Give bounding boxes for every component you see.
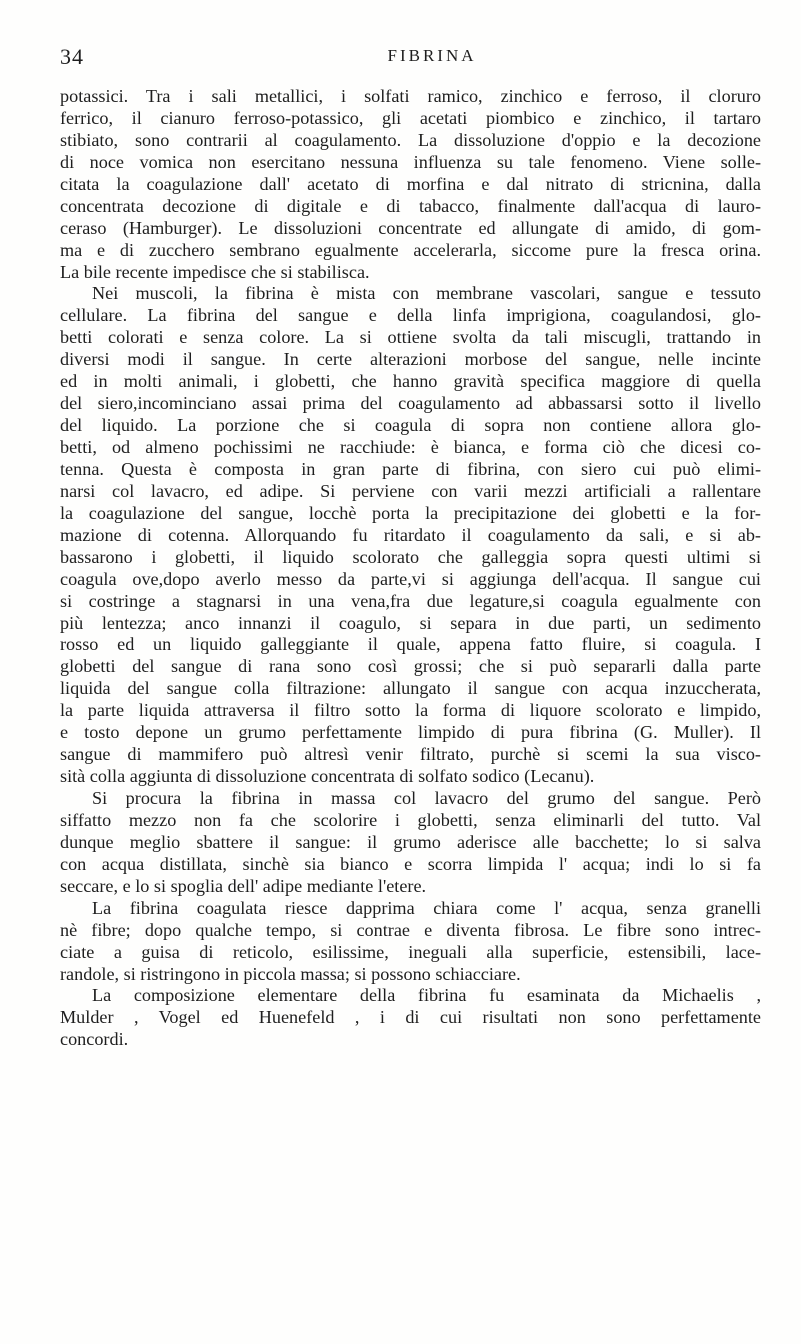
- text-line: La bile recente impedisce che si stabilisca.: [60, 261, 370, 282]
- text-line: sangue di mammifero può altresì venir filtrato, purchè si scemi la sua visco-: [60, 744, 761, 765]
- text-line: Si procura la fibrina in massa col lavacro del grumo del sangue. Però: [92, 788, 761, 808]
- running-title: FIBRINA: [387, 46, 477, 65]
- text-line: citata la coagulazione dall' acetato di morfina e dal nitrato di stricnina, dalla: [60, 173, 761, 194]
- text-line: cellulare. La fibrina del sangue e della linfa imprigiona, coagulandosi, glo-: [60, 305, 761, 326]
- text-line: rosso ed un liquido galleggiante il quale, appena fatto fluire, si coagula. I: [60, 634, 761, 655]
- text-line: globetti del sangue di rana sono così grossi; che si può separarli dalla parte: [60, 656, 761, 677]
- text-line: mazione di cotenna. Allorquando fu ritardato il coagulamento da sali, e si ab-: [60, 524, 761, 545]
- text-line: Mulder , Vogel ed Huenefeld , i di cui risultati non sono perfettamente: [60, 1007, 761, 1028]
- text-line: del siero,incominciano assai prima del coagulamento ad abbassarsi sotto il livello: [60, 393, 761, 414]
- text-line: la parte liquida attraversa il filtro sotto la forma di liquore scolorato e limpido,: [60, 700, 761, 721]
- text-line: La fibrina coagulata riesce dapprima chiara come l' acqua, senza granelli: [92, 897, 761, 918]
- running-head: [60, 44, 760, 70]
- text-line: narsi col lavacro, ed adipe. Si perviene con varii mezzi artificiali a rallentare: [60, 480, 761, 501]
- text-line: betti colorati e senza colore. La si ottiene svolta da tali miscugli, trattando in: [60, 327, 761, 348]
- text-line: coagula ove,dopo averlo messo da parte,vi si aggiunga dell'acqua. Il sangue cui: [60, 568, 761, 589]
- text-line: seccare, e lo si spoglia dell' adipe mediante l'etere.: [60, 875, 427, 896]
- text-line: ed in molti animali, i globetti, che hanno gravità specifica maggiore di quella: [60, 371, 761, 392]
- text-line: di noce vomica non esercitano nessuna influenza su tale fenomeno. Viene solle-: [60, 151, 761, 172]
- text-line: più lentezza; anco innanzi il coagulo, si separa in due parti, un sedimento: [60, 612, 761, 633]
- text-line: betti, od almeno pochissimi ne racchiude: è bianca, e forma ciò che dicesi co-: [60, 437, 761, 457]
- text-line: con acqua distillata, sinchè sia bianco e scorra limpida l' acqua; indi lo si fa: [60, 853, 761, 874]
- text-line: ferrico, il cianuro ferroso-potassico, gli acetati piombico e zinchico, il tartaro: [60, 107, 761, 128]
- text-line: diversi modi il sangue. In certe alterazioni morbose del sangue, nelle incinte: [60, 349, 761, 370]
- text-line: concentrata decozione di digitale e di tabacco, finalmente dall'acqua di lauro-: [60, 195, 761, 216]
- text-line: potassici. Tra i sali metallici, i solfati ramico, zinchico e ferroso, il cloruro: [60, 86, 761, 106]
- text-line: ceraso (Hamburger). Le dissoluzioni concentrate ed allungate di amido, di gom-: [60, 217, 761, 238]
- text-line: dunque meglio sbattere il sangue: il grumo aderisce alle bacchette; lo si salva: [60, 831, 761, 852]
- text-line: si costringe a stagnarsi in una vena,fra due legature,si coagula egualmente con: [60, 590, 761, 611]
- text-line: la coagulazione del sangue, locchè porta la precipitazione dei globetti e la for-: [60, 502, 761, 523]
- page-number: 34: [60, 44, 84, 69]
- text-line: Nei muscoli, la fibrina è mista con membrane vascolari, sangue e tessuto: [92, 283, 761, 304]
- text-line: randole, si ristringono in piccola massa; si possono schiacciare.: [60, 963, 521, 984]
- text-line: ciate a guisa di reticolo, esilissime, ineguali alla superficie, estensibili, lace-: [60, 941, 761, 962]
- text-line: concordi.: [60, 1029, 129, 1050]
- text-line: sità colla aggiunta di dissoluzione concentrata di solfato sodico (Lecanu).: [60, 766, 595, 787]
- text-line: bassarono i globetti, il liquido scolorato che galleggia sopra questi ultimi si: [60, 546, 761, 567]
- text-line: liquida del sangue colla filtrazione: allungato il sangue con acqua inzuccherata,: [60, 678, 761, 699]
- text-line: e tosto depone un grumo perfettamente limpido di pura fibrina (G. Muller). Il: [60, 722, 761, 743]
- text-line: stibiato, sono contrarii al coagulamento. La dissoluzione d'oppio e la decozione: [60, 129, 761, 150]
- text-line: tenna. Questa è composta in gran parte di fibrina, con siero cui può elimi-: [60, 458, 761, 479]
- text-line: La composizione elementare della fibrina fu esaminata da Michaelis ,: [92, 985, 761, 1006]
- body-text: [60, 86, 761, 1051]
- text-line: ma e di zucchero sembrano egualmente accelerarla, siccome pure la fresca orina.: [60, 239, 761, 260]
- text-line: del liquido. La porzione che si coagula di sopra non contiene allora glo-: [60, 415, 761, 436]
- text-line: siffatto mezzo non fa che scolorire i globetti, senza eliminarli del tutto. Val: [60, 809, 761, 830]
- text-line: nè fibre; dopo qualche tempo, si contrae e diventa fibrosa. Le fibre sono intrec-: [60, 919, 761, 940]
